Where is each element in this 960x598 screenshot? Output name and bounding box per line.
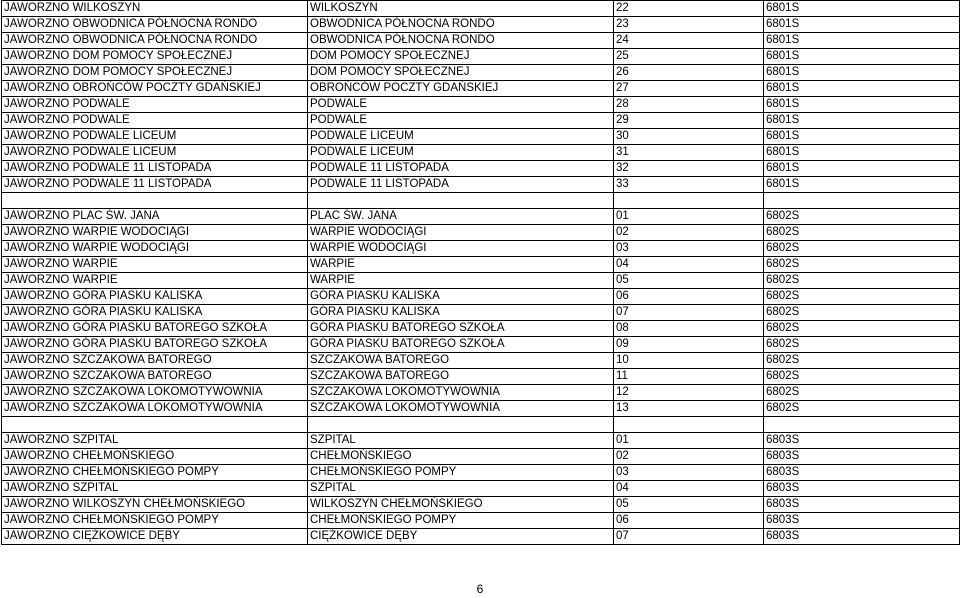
- stop-name-cell: SZCZAKOWA BATOREGO: [308, 369, 614, 385]
- stop-full-name-cell: JAWORZNO GÓRA PIASKU BATOREGO SZKOŁA: [2, 321, 308, 337]
- table-row: [2, 49, 960, 65]
- table-row: [2, 289, 960, 305]
- stop-name-cell: SZPITAL: [308, 433, 614, 449]
- stop-full-name-cell: JAWORZNO GÓRA PIASKU BATOREGO SZKOŁA: [2, 337, 308, 353]
- post-number-cell: 02: [614, 225, 764, 241]
- post-number-cell: 33: [614, 177, 764, 193]
- stop-full-name-cell: [2, 417, 308, 433]
- stop-full-name-cell: JAWORZNO SZPITAL: [2, 433, 308, 449]
- table-row: [2, 1, 960, 17]
- post-number-cell: 02: [614, 449, 764, 465]
- table-row: [2, 449, 960, 465]
- table-row: [2, 177, 960, 193]
- post-number-cell: 03: [614, 241, 764, 257]
- stop-full-name-cell: JAWORZNO CHEŁMOŃSKIEGO POMPY: [2, 513, 308, 529]
- table-row: [2, 225, 960, 241]
- stop-full-name-cell: JAWORZNO WARPIE: [2, 273, 308, 289]
- stop-name-cell: CIĘŻKOWICE DĘBY: [308, 529, 614, 545]
- post-number-cell: 23: [614, 17, 764, 33]
- stop-code-cell: 6803S: [764, 465, 960, 481]
- stop-code-cell: 6802S: [764, 337, 960, 353]
- table-row: [2, 513, 960, 529]
- stop-full-name-cell: JAWORZNO OBWODNICA PÓŁNOCNA RONDO: [2, 33, 308, 49]
- stop-code-cell: 6803S: [764, 529, 960, 545]
- table-row: [2, 321, 960, 337]
- stop-code-cell: 6801S: [764, 17, 960, 33]
- post-number-cell: 31: [614, 145, 764, 161]
- stop-full-name-cell: JAWORZNO PODWALE: [2, 97, 308, 113]
- stop-name-cell: CHEŁMOŃSKIEGO: [308, 449, 614, 465]
- post-number-cell: 09: [614, 337, 764, 353]
- stop-full-name-cell: JAWORZNO PODWALE LICEUM: [2, 145, 308, 161]
- stop-code-cell: 6801S: [764, 81, 960, 97]
- stop-code-cell: 6801S: [764, 97, 960, 113]
- table-row: [2, 17, 960, 33]
- stop-code-cell: [764, 193, 960, 209]
- stop-code-cell: 6802S: [764, 273, 960, 289]
- stop-full-name-cell: JAWORZNO CIĘŻKOWICE DĘBY: [2, 529, 308, 545]
- stop-code-cell: 6802S: [764, 321, 960, 337]
- stop-full-name-cell: JAWORZNO GÓRA PIASKU KALISKA: [2, 305, 308, 321]
- stop-name-cell: PODWALE 11 LISTOPADA: [308, 161, 614, 177]
- post-number-cell: 10: [614, 353, 764, 369]
- stop-name-cell: WARPIE: [308, 273, 614, 289]
- table-row: [2, 401, 960, 417]
- stop-name-cell: SZPITAL: [308, 481, 614, 497]
- stop-full-name-cell: JAWORZNO SZCZAKOWA BATOREGO: [2, 369, 308, 385]
- stop-full-name-cell: JAWORZNO PODWALE LICEUM: [2, 129, 308, 145]
- stop-code-cell: 6803S: [764, 433, 960, 449]
- stop-name-cell: CHEŁMOŃSKIEGO POMPY: [308, 465, 614, 481]
- stop-code-cell: 6801S: [764, 113, 960, 129]
- stop-code-cell: [764, 417, 960, 433]
- stop-name-cell: GÓRA PIASKU KALISKA: [308, 305, 614, 321]
- stop-full-name-cell: JAWORZNO WILKOSZYN CHEŁMOŃSKIEGO: [2, 497, 308, 513]
- stop-full-name-cell: JAWORZNO WARPIE WODOCIĄGI: [2, 225, 308, 241]
- post-number-cell: 22: [614, 1, 764, 17]
- stop-name-cell: GÓRA PIASKU BATOREGO SZKOŁA: [308, 321, 614, 337]
- stop-code-cell: 6803S: [764, 497, 960, 513]
- post-number-cell: 24: [614, 33, 764, 49]
- stop-full-name-cell: JAWORZNO SZCZAKOWA LOKOMOTYWOWNIA: [2, 385, 308, 401]
- table-row: [2, 497, 960, 513]
- stop-full-name-cell: JAWORZNO CHEŁMOŃSKIEGO POMPY: [2, 465, 308, 481]
- stop-full-name-cell: [2, 193, 308, 209]
- stop-name-cell: PODWALE: [308, 97, 614, 113]
- post-number-cell: 25: [614, 49, 764, 65]
- table-row: [2, 385, 960, 401]
- table-row: [2, 193, 960, 209]
- table-row: [2, 305, 960, 321]
- table-row: [2, 465, 960, 481]
- post-number-cell: 13: [614, 401, 764, 417]
- stop-full-name-cell: JAWORZNO OBROŃCÓW POCZTY GDAŃSKIEJ: [2, 81, 308, 97]
- post-number-cell: 28: [614, 97, 764, 113]
- post-number-cell: 05: [614, 497, 764, 513]
- stop-name-cell: PODWALE LICEUM: [308, 145, 614, 161]
- table-row: [2, 33, 960, 49]
- table-row: [2, 417, 960, 433]
- stop-code-cell: 6802S: [764, 257, 960, 273]
- table-row: [2, 81, 960, 97]
- post-number-cell: 04: [614, 257, 764, 273]
- stop-code-cell: 6802S: [764, 209, 960, 225]
- stop-full-name-cell: JAWORZNO WARPIE: [2, 257, 308, 273]
- stop-code-cell: 6801S: [764, 33, 960, 49]
- stop-full-name-cell: JAWORZNO PLAC ŚW. JANA: [2, 209, 308, 225]
- post-number-cell: 27: [614, 81, 764, 97]
- stop-full-name-cell: JAWORZNO PODWALE: [2, 113, 308, 129]
- stop-code-cell: 6802S: [764, 353, 960, 369]
- stop-code-cell: 6801S: [764, 161, 960, 177]
- stop-full-name-cell: JAWORZNO PODWALE 11 LISTOPADA: [2, 161, 308, 177]
- post-number-cell: 32: [614, 161, 764, 177]
- post-number-cell: [614, 193, 764, 209]
- post-number-cell: 08: [614, 321, 764, 337]
- stop-code-cell: 6801S: [764, 177, 960, 193]
- table-row: [2, 113, 960, 129]
- stop-name-cell: SZCZAKOWA LOKOMOTYWOWNIA: [308, 385, 614, 401]
- post-number-cell: 29: [614, 113, 764, 129]
- post-number-cell: 12: [614, 385, 764, 401]
- stop-full-name-cell: JAWORZNO PODWALE 11 LISTOPADA: [2, 177, 308, 193]
- stop-full-name-cell: JAWORZNO SZPITAL: [2, 481, 308, 497]
- stop-code-cell: 6801S: [764, 49, 960, 65]
- stop-code-cell: 6803S: [764, 481, 960, 497]
- stop-name-cell: DOM POMOCY SPOŁECZNEJ: [308, 65, 614, 81]
- table-row: [2, 481, 960, 497]
- post-number-cell: 26: [614, 65, 764, 81]
- stop-code-cell: 6802S: [764, 289, 960, 305]
- stop-code-cell: 6802S: [764, 369, 960, 385]
- table-row: [2, 433, 960, 449]
- stop-name-cell: CHEŁMOŃSKIEGO POMPY: [308, 513, 614, 529]
- stop-code-cell: 6801S: [764, 65, 960, 81]
- stop-full-name-cell: JAWORZNO WARPIE WODOCIĄGI: [2, 241, 308, 257]
- stop-name-cell: WARPIE WODOCIĄGI: [308, 241, 614, 257]
- stop-name-cell: PODWALE: [308, 113, 614, 129]
- stop-name-cell: SZCZAKOWA BATOREGO: [308, 353, 614, 369]
- post-number-cell: 05: [614, 273, 764, 289]
- stop-full-name-cell: JAWORZNO DOM POMOCY SPOŁECZNEJ: [2, 65, 308, 81]
- table-row: [2, 529, 960, 545]
- page-number: 6: [476, 582, 484, 596]
- table-row: [2, 257, 960, 273]
- stop-name-cell: SZCZAKOWA LOKOMOTYWOWNIA: [308, 401, 614, 417]
- post-number-cell: 07: [614, 529, 764, 545]
- post-number-cell: 11: [614, 369, 764, 385]
- post-number-cell: 01: [614, 209, 764, 225]
- table-row: [2, 241, 960, 257]
- stop-full-name-cell: JAWORZNO WILKOSZYN: [2, 1, 308, 17]
- post-number-cell: [614, 417, 764, 433]
- post-number-cell: 06: [614, 513, 764, 529]
- stop-full-name-cell: JAWORZNO OBWODNICA PÓŁNOCNA RONDO: [2, 17, 308, 33]
- table-row: [2, 337, 960, 353]
- table-row: [2, 369, 960, 385]
- stop-name-cell: PLAC ŚW. JANA: [308, 209, 614, 225]
- stop-name-cell: WILKOSZYN: [308, 1, 614, 17]
- post-number-cell: 30: [614, 129, 764, 145]
- stop-name-cell: [308, 193, 614, 209]
- post-number-cell: 01: [614, 433, 764, 449]
- stop-code-cell: 6802S: [764, 241, 960, 257]
- stop-full-name-cell: JAWORZNO GÓRA PIASKU KALISKA: [2, 289, 308, 305]
- stop-name-cell: DOM POMOCY SPOŁECZNEJ: [308, 49, 614, 65]
- stops-table-body: [2, 1, 960, 545]
- stop-name-cell: OBWODNICA PÓŁNOCNA RONDO: [308, 17, 614, 33]
- stop-code-cell: 6801S: [764, 1, 960, 17]
- stop-name-cell: GÓRA PIASKU BATOREGO SZKOŁA: [308, 337, 614, 353]
- post-number-cell: 07: [614, 305, 764, 321]
- post-number-cell: 06: [614, 289, 764, 305]
- stop-name-cell: [308, 417, 614, 433]
- post-number-cell: 04: [614, 481, 764, 497]
- stop-full-name-cell: JAWORZNO CHEŁMOŃSKIEGO: [2, 449, 308, 465]
- stop-code-cell: 6802S: [764, 225, 960, 241]
- stop-full-name-cell: JAWORZNO SZCZAKOWA BATOREGO: [2, 353, 308, 369]
- post-number-cell: 03: [614, 465, 764, 481]
- stop-code-cell: 6802S: [764, 305, 960, 321]
- table-row: [2, 129, 960, 145]
- stop-full-name-cell: JAWORZNO SZCZAKOWA LOKOMOTYWOWNIA: [2, 401, 308, 417]
- table-row: [2, 161, 960, 177]
- stop-code-cell: 6802S: [764, 385, 960, 401]
- stop-code-cell: 6802S: [764, 401, 960, 417]
- table-row: [2, 97, 960, 113]
- stop-code-cell: 6801S: [764, 145, 960, 161]
- stop-name-cell: OBROŃCÓW POCZTY GDAŃSKIEJ: [308, 81, 614, 97]
- stop-name-cell: WARPIE: [308, 257, 614, 273]
- stops-table: [1, 0, 960, 545]
- table-row: [2, 65, 960, 81]
- table-row: [2, 209, 960, 225]
- stop-code-cell: 6803S: [764, 449, 960, 465]
- stop-full-name-cell: JAWORZNO DOM POMOCY SPOŁECZNEJ: [2, 49, 308, 65]
- table-row: [2, 273, 960, 289]
- table-row: [2, 353, 960, 369]
- stop-name-cell: GÓRA PIASKU KALISKA: [308, 289, 614, 305]
- table-row: [2, 145, 960, 161]
- stop-name-cell: OBWODNICA PÓŁNOCNA RONDO: [308, 33, 614, 49]
- stop-name-cell: WARPIE WODOCIĄGI: [308, 225, 614, 241]
- stop-name-cell: WILKOSZYN CHEŁMOŃSKIEGO: [308, 497, 614, 513]
- stop-name-cell: PODWALE 11 LISTOPADA: [308, 177, 614, 193]
- stop-code-cell: 6803S: [764, 513, 960, 529]
- stop-code-cell: 6801S: [764, 129, 960, 145]
- stop-name-cell: PODWALE LICEUM: [308, 129, 614, 145]
